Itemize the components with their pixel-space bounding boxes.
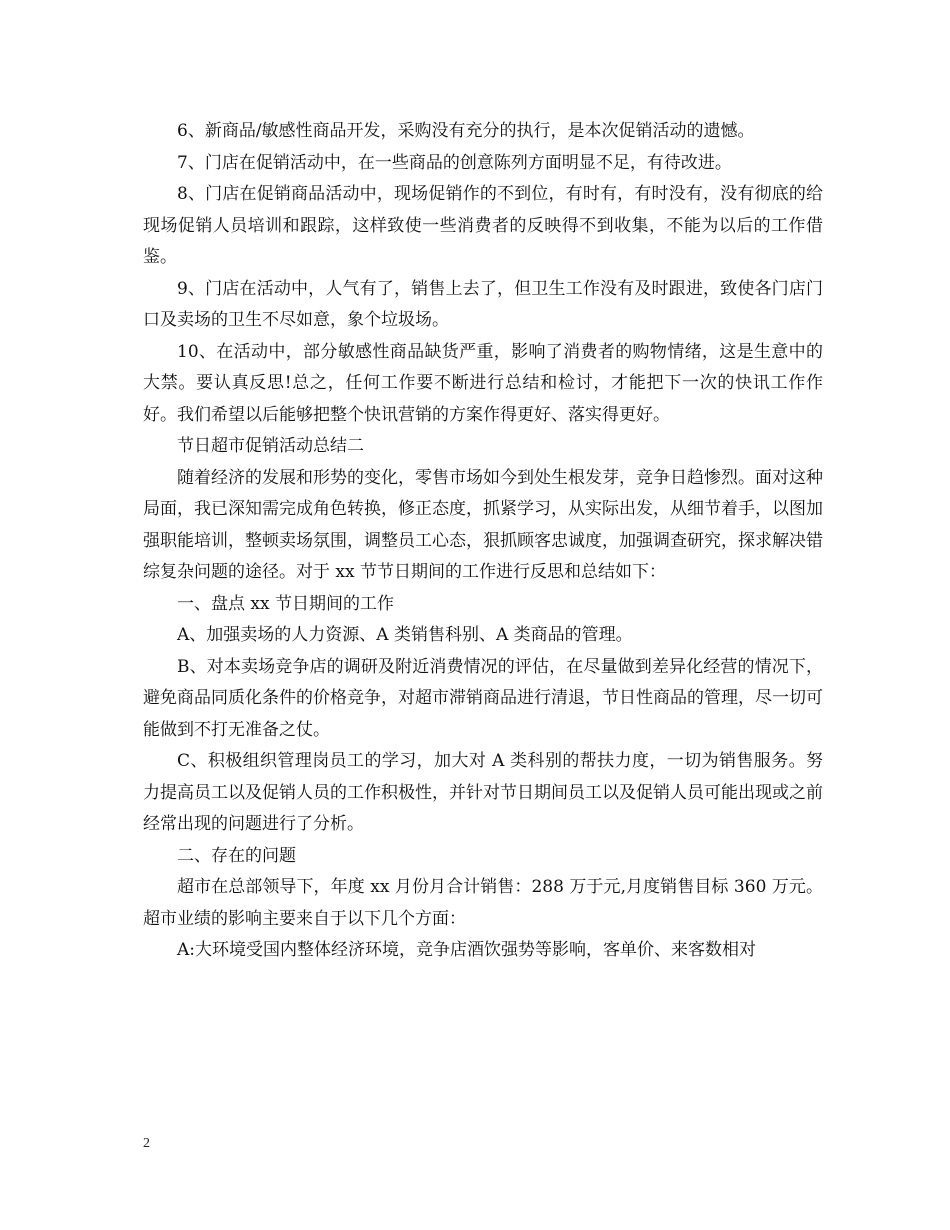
heading-existing-problems: 二、存在的问题 xyxy=(177,845,296,866)
sales-paragraph: 超市在总部领导下，年度 xx 月份月合计销售：288 万于元,月度销售目标 360 万元。超市业绩的影响主要来自于以下几个方面： xyxy=(143,877,823,929)
document-body xyxy=(143,116,823,967)
page-number: 2 xyxy=(143,1136,150,1151)
heading-inventory-work: 一、盘点 xx 节日期间的工作 xyxy=(177,593,394,614)
section-title: 节日超市促销活动总结二 xyxy=(177,436,364,456)
paragraph-item-b: B、对本卖场竞争店的调研及附近消费情况的评估，在尽量做到差异化经营的情况下，避免商品同质化条件的价格竞争，对超市滞销商品进行清退，节日性商品的管理，尽一切可能做到不打无准备之仗。 xyxy=(143,656,823,740)
paragraph-item-c: C、积极组织管理岗员工的学习，加大对 A 类科别的帮扶力度，一切为销售服务。努力提高员工以及促销人员的工作积极性，并针对节日期间员工以及促销人员可能出现或之前经常出现的问题进行了分析。 xyxy=(143,751,823,834)
paragraph-item-10: 10、在活动中，部分敏感性商品缺货严重，影响了消费者的购物情绪，这是生意中的大禁。要认真反思!总之，任何工作要不断进行总结和检讨，才能把下一次的快讯工作作好。我们希望以后能够把整个快讯营销的方案作得更好、落实得更好。 xyxy=(143,341,823,425)
paragraph-item-a-environment: A:大环境受国内整体经济环境，竞争店酒饮强势等影响，客单价、来客数相对 xyxy=(177,940,757,960)
paragraph-item-7: 7、门店在促销活动中，在一些商品的创意陈列方面明显不足，有待改进。 xyxy=(177,152,732,173)
intro-paragraph: 随着经济的发展和形势的变化，零售市场如今到处生根发芽，竞争日趋惨烈。面对这种局面，我已深知需完成角色转换，修正态度，抓紧学习，从实际出发，从细节着手，以图加强职能培训，整顿卖场氛围，调整员工心态，狠抓顾客忠诚度，加强调查研究，探求解决错综复杂问题的途径。对于 xx 节节日期间的工作进行反思和总结如下： xyxy=(143,467,823,582)
paragraph-item-8: 8、门店在促销商品活动中，现场促销作的不到位，有时有，有时没有，没有彻底的给现场促销人员培训和跟踪，这样致使一些消费者的反映得不到收集，不能为以后的工作借鉴。 xyxy=(143,184,823,267)
paragraph-item-9: 9、门店在活动中，人气有了，销售上去了，但卫生工作没有及时跟进，致使各门店门口及卖场的卫生不尽如意，象个垃圾场。 xyxy=(143,278,823,330)
paragraph-item-6: 6、新商品/敏感性商品开发，采购没有充分的执行，是本次促销活动的遗憾。 xyxy=(177,121,755,141)
paragraph-item-a: A、加强卖场的人力资源、A 类销售科别、A 类商品的管理。 xyxy=(177,625,633,645)
